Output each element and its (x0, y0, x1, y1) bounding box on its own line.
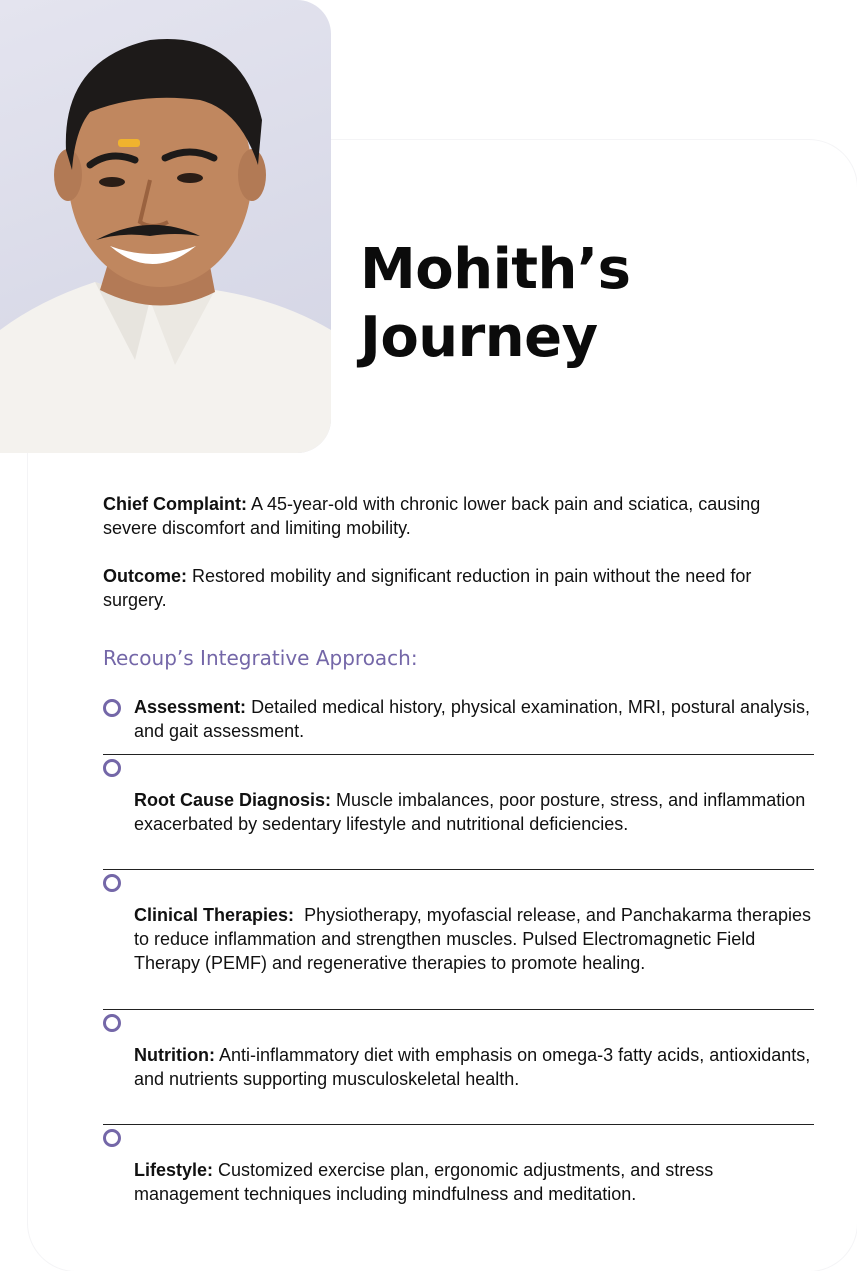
ring-bullet-icon (103, 759, 121, 777)
step-text: Customized exercise plan, ergonomic adjustments, and stress management techniques including mindfulness and meditation. (134, 1160, 714, 1204)
title-line-journey: Journey (360, 305, 598, 370)
ring-bullet-icon (103, 1129, 121, 1147)
step-clinical-therapies (103, 870, 817, 1010)
step-assessment (103, 695, 814, 755)
chief-complaint-text: A 45-year-old with chronic lower back pain and sciatica, causing severe discomfort and limiting mobility. (103, 494, 761, 538)
step-text: Physiotherapy, myofascial release, and Panchakarma therapies to reduce inflammation and strengthen muscles. Pulsed Electromagnetic Field Therapy (PEMF) and regenerative therapies to promote healing. (134, 905, 817, 973)
step-lifestyle (103, 1125, 814, 1238)
step-label: Assessment: (134, 697, 247, 717)
outcome (103, 564, 793, 612)
outcome-label: Outcome: (103, 566, 188, 586)
approach-steps (103, 695, 817, 1238)
ring-bullet-icon (103, 1014, 121, 1032)
step-text: Anti-inflammatory diet with emphasis on omega-3 fatty acids, antioxidants, and nutrients supporting musculoskeletal health. (134, 1045, 811, 1089)
step-text: Detailed medical history, physical examination, MRI, postural analysis, and gait assessment. (134, 697, 810, 741)
title-line-name: Mohith’s (360, 237, 631, 302)
patient-photo (0, 0, 331, 453)
approach-heading: Recoup’s Integrative Approach: (103, 646, 418, 670)
chief-complaint (103, 492, 793, 540)
step-label: Clinical Therapies: (134, 905, 295, 925)
outcome-text: Restored mobility and significant reduction in pain without the need for surgery. (103, 566, 752, 610)
step-label: Root Cause Diagnosis: (134, 790, 332, 810)
chief-complaint-label: Chief Complaint: (103, 494, 247, 514)
step-label: Lifestyle: (134, 1160, 214, 1180)
ring-bullet-icon (103, 699, 121, 717)
case-summary (103, 492, 793, 636)
page-title (360, 236, 631, 372)
step-root-cause-diagnosis (103, 755, 814, 870)
step-text: Muscle imbalances, poor posture, stress, and inflammation exacerbated by sedentary lifestyle and nutritional deficiencies. (134, 790, 806, 834)
step-nutrition (103, 1010, 814, 1125)
ring-bullet-icon (103, 874, 121, 892)
step-label: Nutrition: (134, 1045, 215, 1065)
